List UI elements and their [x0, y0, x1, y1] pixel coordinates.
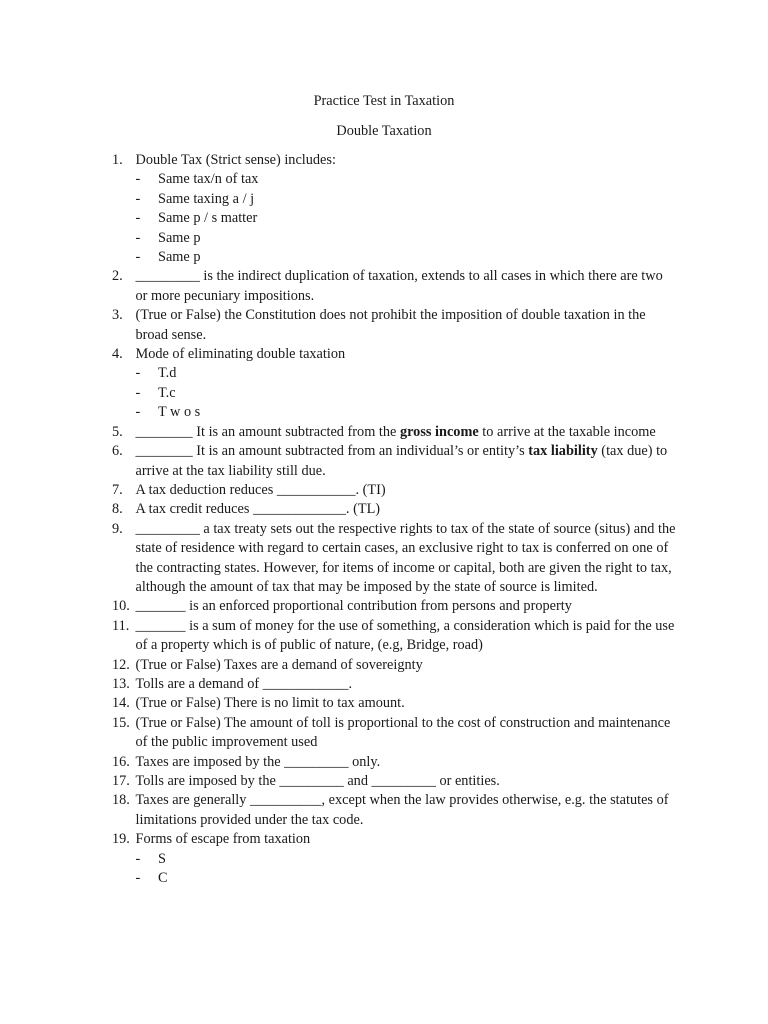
question-12 — [112, 656, 677, 675]
document-subtitle: Double Taxation — [336, 123, 432, 139]
sub-item — [112, 384, 677, 403]
question-text: A tax credit reduces _____________. (TL) — [135, 501, 381, 518]
dash-bullet: - — [135, 249, 141, 266]
question-number: 8. — [112, 501, 123, 518]
question-16 — [112, 753, 677, 772]
sub-item-text: C — [158, 870, 168, 887]
sub-item-text: S — [158, 850, 166, 867]
dash-bullet: - — [135, 210, 141, 227]
sub-item-text: T.d — [158, 365, 177, 382]
sub-item-text: Same p — [158, 229, 201, 246]
dash-bullet: - — [135, 229, 141, 246]
sub-item — [112, 190, 677, 209]
document-title: Practice Test in Taxation — [313, 93, 455, 109]
question-text: (True or False) The amount of toll is proportional to the cost of construction and maintenance of the public improvement used — [135, 714, 671, 751]
dash-bullet: - — [135, 190, 141, 207]
sub-item — [112, 869, 677, 888]
question-text-pre: ________ It is an amount subtracted from an individual’s or entity’s — [135, 443, 529, 460]
question-text: A tax deduction reduces ___________. (TI) — [135, 481, 386, 498]
sub-item-text: T.c — [158, 384, 176, 401]
question-19 — [112, 830, 677, 849]
sub-item-text: Same p / s matter — [158, 210, 258, 227]
question-text: Taxes are imposed by the _________ only. — [135, 753, 381, 770]
question-text: Taxes are generally __________, except when the law provides otherwise, e.g. the statutes of limitations provided under the tax code. — [135, 792, 669, 828]
question-text: _______ is an enforced proportional contribution from persons and property — [135, 598, 572, 615]
sub-item — [112, 229, 677, 248]
question-number: 9. — [112, 520, 123, 537]
question-text: (True or False) Taxes are a demand of sovereignty — [135, 656, 423, 673]
question-text: _________ is the indirect duplication of taxation, extends to all cases in which there are two or more pecuniary impositions. — [135, 268, 663, 304]
question-text: (True or False) the Constitution does not prohibit the imposition of double taxation in the broad sense. — [135, 307, 646, 343]
dash-bullet: - — [135, 404, 141, 421]
sub-item — [112, 850, 677, 869]
question-text: Tolls are a demand of ____________. — [135, 675, 353, 692]
question-14 — [112, 694, 677, 713]
question-list — [112, 151, 677, 888]
bold-term: tax liability — [528, 443, 598, 460]
question-text: _______ is a sum of money for the use of something, a consideration which is paid for the use of a property which is of public of nature, (e.g, Bridge, road) — [135, 617, 675, 654]
question-9 — [112, 520, 677, 598]
bold-term: gross income — [399, 423, 479, 440]
question-17 — [112, 772, 677, 791]
question-text: Double Tax (Strict sense) includes: — [135, 152, 336, 168]
dash-bullet: - — [135, 171, 141, 188]
question-text-post: (tax due) to arrive at the tax liability still due. — [135, 443, 668, 479]
question-text: Tolls are imposed by the _________ and _________ or entities. — [135, 773, 500, 789]
question-7 — [112, 481, 677, 500]
question-text-pre: ________ It is an amount subtracted from the — [135, 423, 400, 440]
question-number: 16. — [112, 753, 130, 770]
question-3 — [112, 306, 677, 345]
question-number: 2. — [112, 268, 123, 285]
question-text: (True or False) There is no limit to tax amount. — [135, 695, 405, 712]
question-5 — [112, 423, 677, 442]
question-number: 13. — [112, 675, 130, 692]
question-text: Mode of eliminating double taxation — [135, 346, 346, 363]
question-6 — [112, 442, 677, 481]
dash-bullet: - — [135, 870, 141, 887]
question-text: _________ a tax treaty sets out the respective rights to tax of the state of source (situs) and the state of residence with regard to certain cases, an exclusive right to tax is conferred on one of the contracting states. However, for items of income or capital, both are given the right to tax, although the amount of tax that may be imposed by the state of source is limited. — [135, 520, 676, 595]
question-number: 5. — [112, 423, 123, 440]
question-1 — [112, 151, 677, 170]
question-2 — [112, 267, 677, 306]
question-number: 14. — [112, 695, 130, 712]
dash-bullet: - — [135, 850, 141, 867]
sub-item — [112, 209, 677, 228]
sub-item — [112, 170, 677, 189]
dash-bullet: - — [135, 384, 141, 401]
question-number: 10. — [112, 598, 130, 615]
sub-item-text: Same p — [158, 249, 201, 266]
question-number: 17. — [112, 773, 130, 789]
sub-item-text: Same tax/n of tax — [158, 171, 259, 188]
question-10 — [112, 597, 677, 616]
question-number: 19. — [112, 831, 130, 848]
question-number: 7. — [112, 481, 123, 498]
question-number: 12. — [112, 656, 130, 673]
question-text-post: to arrive at the taxable income — [478, 423, 656, 440]
question-number: 11. — [112, 617, 130, 634]
question-number: 15. — [112, 714, 130, 731]
question-number: 6. — [112, 443, 123, 460]
sub-item — [112, 403, 677, 422]
question-number: 4. — [112, 346, 123, 363]
sub-item-text: T w o s — [158, 404, 201, 421]
sub-item-text: Same taxing a / j — [158, 190, 255, 207]
sub-item — [112, 364, 677, 383]
question-15 — [112, 714, 677, 753]
question-4 — [112, 345, 677, 364]
question-number: 18. — [112, 792, 130, 809]
dash-bullet: - — [135, 365, 141, 382]
question-number: 3. — [112, 307, 123, 324]
question-number: 1. — [112, 152, 123, 168]
question-8 — [112, 500, 677, 519]
sub-item — [112, 248, 677, 267]
question-13 — [112, 675, 677, 694]
question-18 — [112, 791, 677, 830]
question-text: Forms of escape from taxation — [135, 831, 311, 848]
question-11 — [112, 617, 677, 656]
